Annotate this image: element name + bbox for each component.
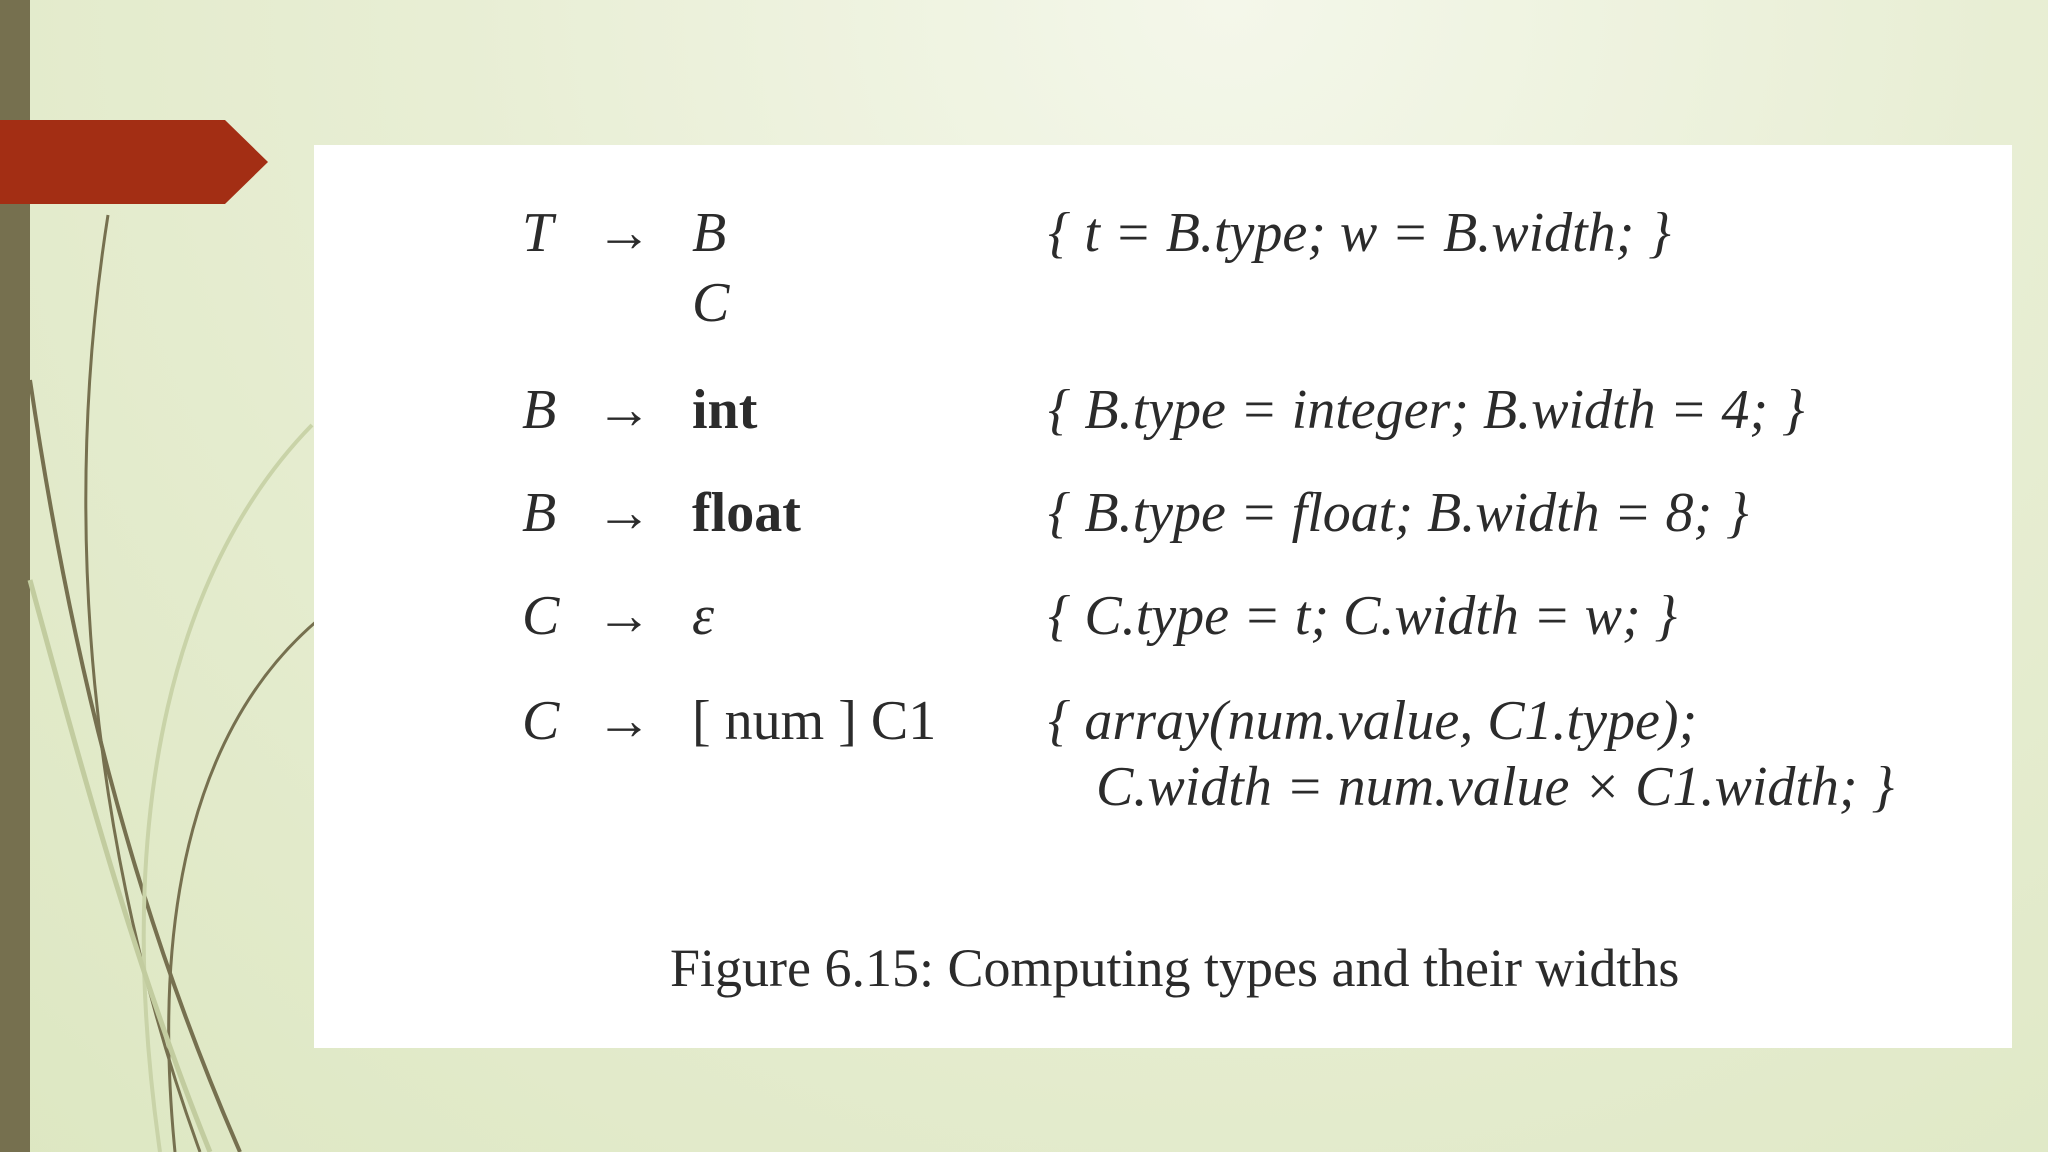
semantic-action: { B.type = float; B.width = 8; } <box>1048 482 1749 544</box>
production-arrow: → <box>596 585 652 647</box>
production-lhs: C <box>522 585 560 647</box>
production-rhs: float <box>692 482 801 544</box>
production-lhs: C <box>522 690 560 752</box>
production-rhs: C <box>692 272 730 334</box>
production-rhs: ε <box>692 585 715 647</box>
production-lhs: B <box>522 482 557 544</box>
semantic-action: { t = B.type; w = B.width; } <box>1048 202 1671 264</box>
semantic-action: { C.type = t; C.width = w; } <box>1048 585 1678 647</box>
figure-panel <box>314 145 2012 1048</box>
production-rhs: int <box>692 379 758 441</box>
semantic-action: { array(num.value, C1.type); <box>1048 690 1698 752</box>
production-lhs: T <box>522 202 554 264</box>
production-rhs: B <box>692 202 727 264</box>
production-arrow: → <box>596 202 652 264</box>
production-rhs: [ num ] C1 <box>692 690 937 752</box>
production-arrow: → <box>596 379 652 441</box>
semantic-action: C.width = num.value × C1.width; } <box>1096 756 1894 818</box>
production-arrow: → <box>596 482 652 544</box>
figure-caption: Figure 6.15: Computing types and their widths <box>670 938 1680 998</box>
accent-arrow-ribbon <box>0 120 270 204</box>
production-lhs: B <box>522 379 557 441</box>
semantic-action: { B.type = integer; B.width = 4; } <box>1048 379 1805 441</box>
production-arrow: → <box>596 690 652 752</box>
